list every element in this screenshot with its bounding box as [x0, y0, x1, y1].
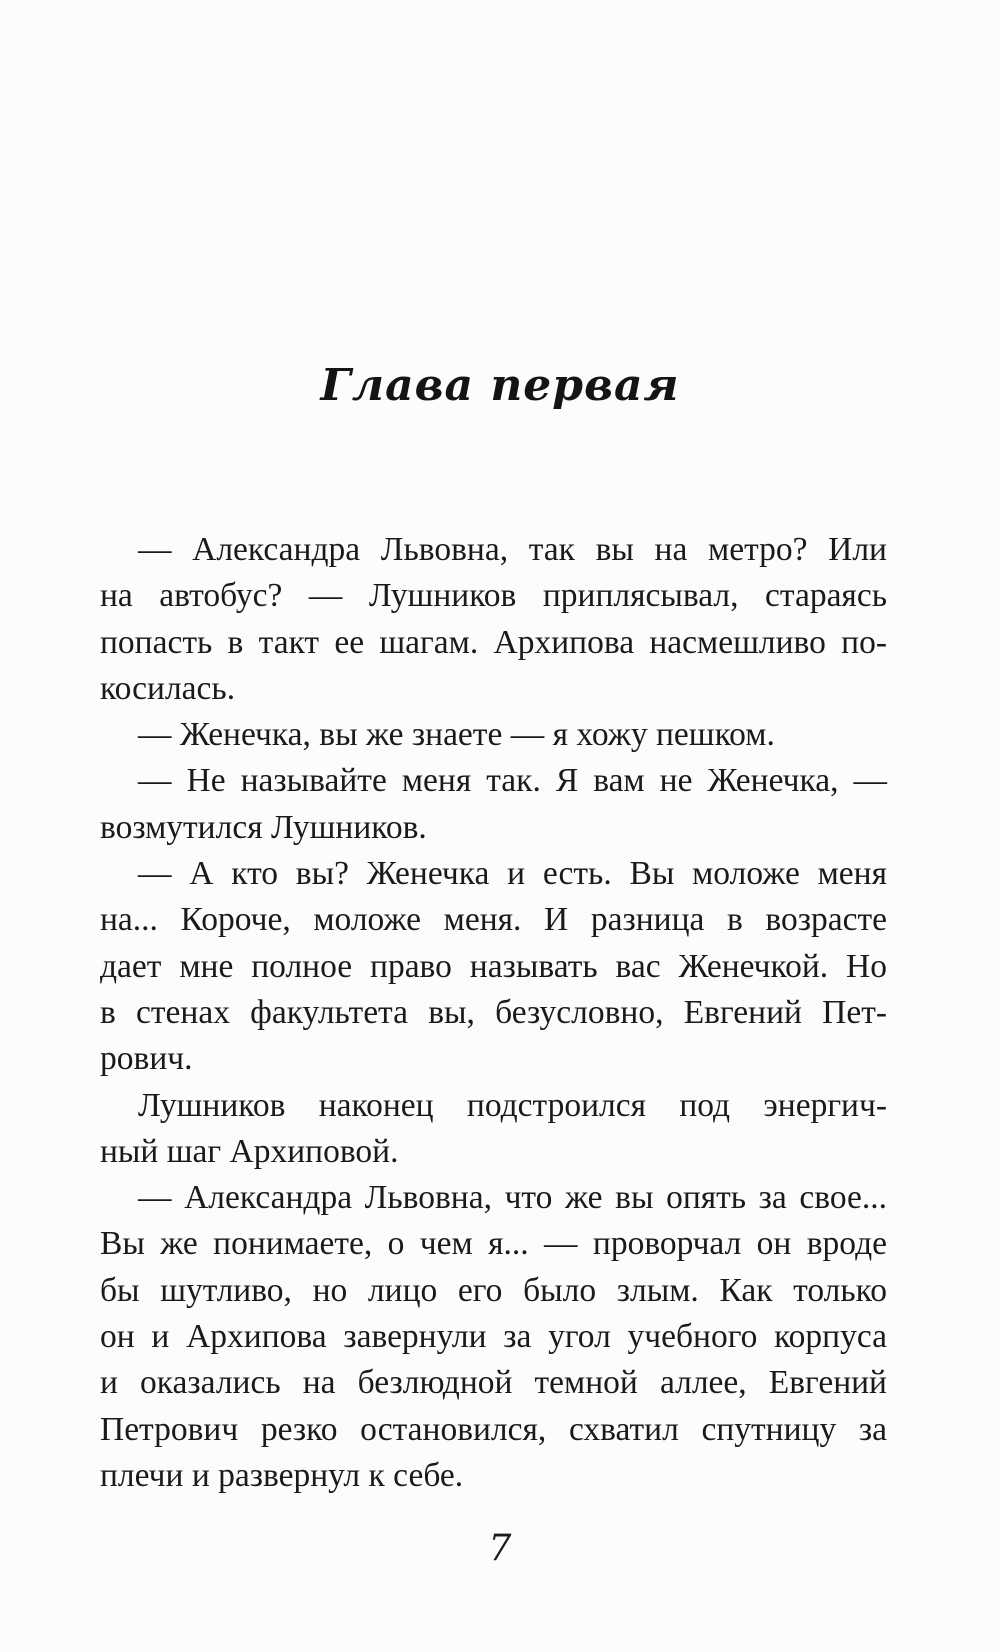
text-line: рович. — [100, 1040, 193, 1078]
text-line: — Женечка, вы же знаете — я хожу пешком. — [138, 716, 775, 754]
text-line: — А кто вы? Женечка и есть. Вы моложе меня — [138, 855, 887, 893]
text-line: Петрович резко остановился, схватил спутницу за — [100, 1410, 887, 1448]
chapter-title: Глава первая — [320, 360, 680, 411]
text-line: косилась. — [100, 669, 236, 707]
text-line: плечи и развернул к себе. — [100, 1456, 464, 1494]
text-line: на автобус? — Лушников приплясывал, стараясь — [100, 577, 887, 615]
page-number: 7 — [488, 1528, 512, 1569]
text-line: и оказались на безлюдной темной аллее, Евгений — [100, 1364, 887, 1402]
text-line: бы шутливо, но лицо его было злым. Как только — [100, 1271, 887, 1309]
text-line: на... Короче, моложе меня. И разница в возрасте — [100, 901, 887, 939]
body-text — [100, 527, 887, 1499]
text-line: дает мне полное право называть вас Женечкой. Но — [100, 947, 887, 985]
text-line: Лушников наконец подстроился под энергич- — [138, 1086, 887, 1124]
text-line: — Александра Львовна, так вы на метро? Или — [138, 531, 887, 568]
text-line: в стенах факультета вы, безусловно, Евгений Пет- — [100, 993, 887, 1031]
text-line: возмутился Лушников. — [100, 808, 427, 846]
text-line: попасть в такт ее шагам. Архипова насмешливо по- — [100, 623, 887, 661]
text-line: Вы же понимаете, о чем я... — проворчал он вроде — [100, 1225, 887, 1263]
text-line: — Александра Львовна, что же вы опять за свое... — [138, 1179, 887, 1217]
text-line: ный шаг Архиповой. — [100, 1132, 399, 1170]
text-line: — Не называйте меня так. Я вам не Женечка, — — [138, 762, 887, 800]
text-line: он и Архипова завернули за угол учебного корпуса — [100, 1318, 887, 1356]
